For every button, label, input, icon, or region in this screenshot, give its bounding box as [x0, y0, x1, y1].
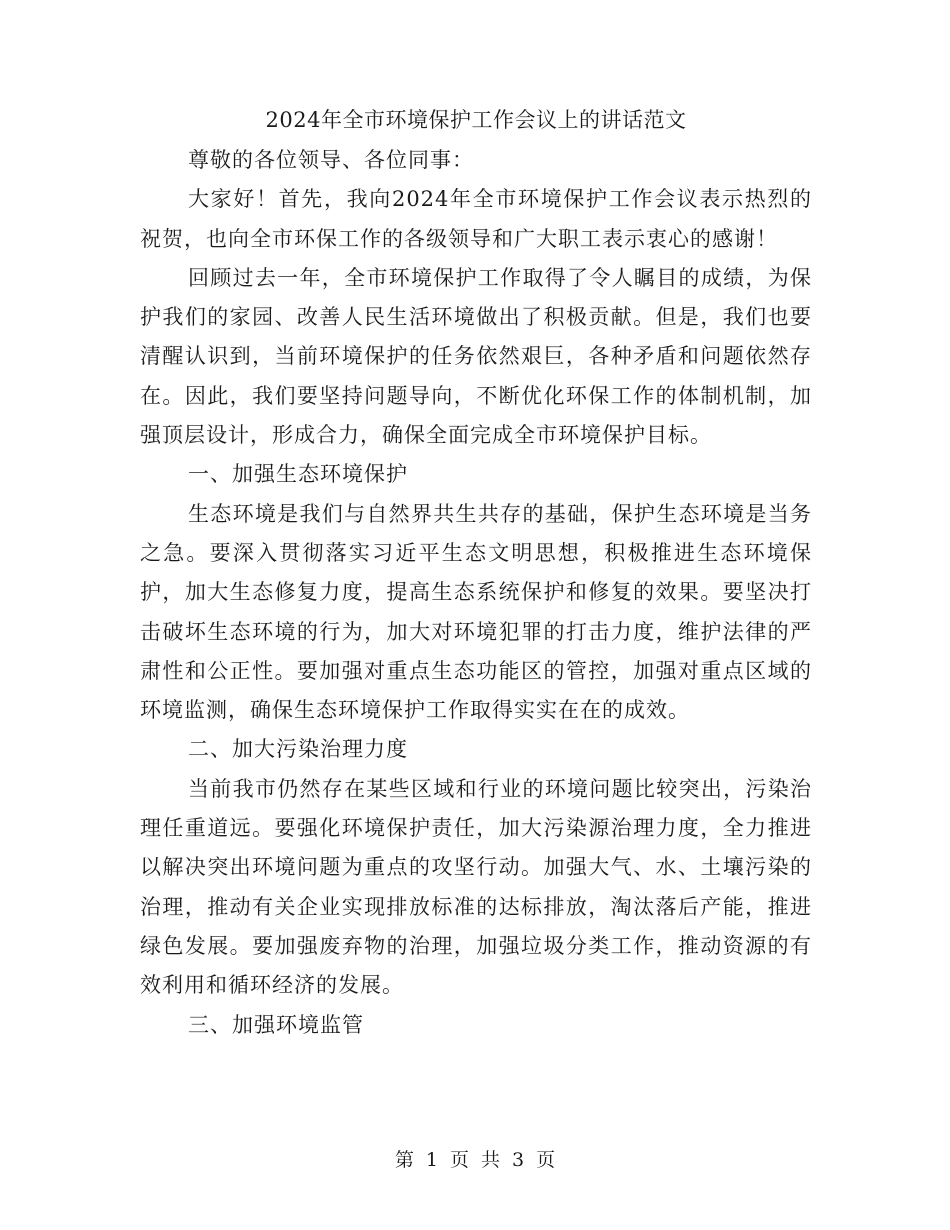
section-heading-ecology: 一、加强生态环境保护 — [188, 462, 408, 487]
paragraph-greeting: 大家好！首先，我向2024年全市环境保护工作会议表示热烈的祝贺，也向全市环保工作的各级领导和广大职工表示衷心的感谢！ — [140, 187, 812, 251]
page-footer: 第 1 页 共 3 页 — [394, 1149, 556, 1171]
section-heading-pollution: 二、加大污染治理力度 — [188, 737, 408, 762]
section-body-ecology: 生态环境是我们与自然界共生共存的基础，保护生态环境是当务之急。要深入贯彻落实习近平生态文明思想，积极推进生态环境保护，加大生态修复力度，提高生态系统保护和修复的效果。要坚决打击破坏生态环境的行为，加大对环境犯罪的打击力度，维护法律的严肃性和公正性。要加强对重点生态功能区的管控，加强对重点区域的环境监测，确保生态环境保护工作取得实实在在的成效。 — [140, 501, 812, 723]
section-body-pollution: 当前我市仍然存在某些区域和行业的环境问题比较突出，污染治理任重道远。要强化环境保护责任，加大污染源治理力度，全力推进以解决突出环境问题为重点的攻坚行动。加强大气、水、土壤污染的治理，推动有关企业实现排放标准的达标排放，淘汰落后产能，推进绿色发展。要加强废弃物的治理，加强垃圾分类工作，推动资源的有效利用和循环经济的发展。 — [140, 776, 812, 998]
document-body — [140, 100, 812, 1045]
salutation: 尊敬的各位领导、各位同事： — [188, 148, 474, 172]
section-heading-supervision: 三、加强环境监管 — [188, 1012, 364, 1037]
document-title: 2024年全市环境保护工作会议上的讲话范文 — [265, 108, 687, 132]
paragraph-review: 回顾过去一年，全市环境保护工作取得了令人瞩目的成绩，为保护我们的家园、改善人民生活环境做出了积极贡献。但是，我们也要清醒认识到，当前环境保护的任务依然艰巨，各种矛盾和问题依然存在。因此，我们要坚持问题导向，不断优化环保工作的体制机制，加强顶层设计，形成合力，确保全面完成全市环境保护目标。 — [140, 265, 812, 448]
